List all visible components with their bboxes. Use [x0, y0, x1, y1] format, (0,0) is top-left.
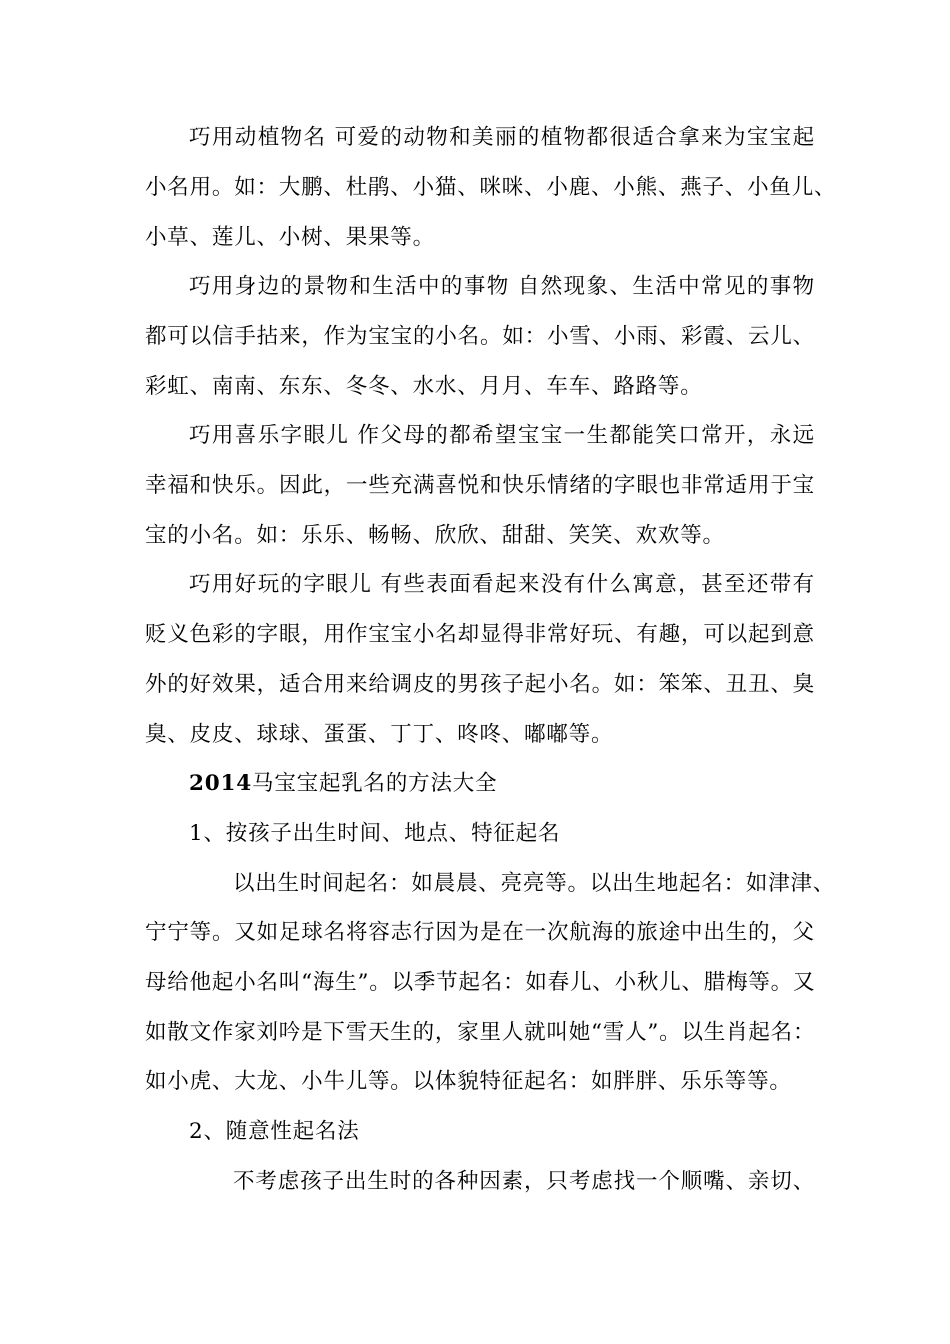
- paragraph-2-line-1: 巧用身边的景物和生活中的事物 自然现象、生活中常见的事物: [189, 274, 815, 299]
- paragraph-2-line-3: 彩虹、南南、东东、冬冬、水水、月月、车车、路路等。: [145, 374, 703, 399]
- heading-text: 马宝宝起乳名的方法大全: [252, 771, 498, 796]
- paragraph-4-line-1: 巧用好玩的字眼儿 有些表面看起来没有什么寓意，甚至还带有: [189, 572, 815, 597]
- paragraph-5-line-5: 如小虎、大龙、小牛儿等。以体貌特征起名：如胖胖、乐乐等等。: [145, 1069, 792, 1094]
- paragraph-5-line-2: 宁宁等。又如足球名将容志行因为是在一次航海的旅途中出生的，父: [145, 920, 815, 945]
- paragraph-1-line-2: 小名用。如：大鹏、杜鹃、小猫、咪咪、小鹿、小熊、燕子、小鱼儿、: [145, 175, 837, 200]
- paragraph-6-line-1: 不考虑孩子出生时的各种因素，只考虑找一个顺嘴、亲切、: [233, 1169, 815, 1194]
- paragraph-1-line-3: 小草、莲儿、小树、果果等。: [145, 225, 435, 250]
- section-heading: [189, 769, 815, 799]
- paragraph-4-line-4: 臭、皮皮、球球、蛋蛋、丁丁、咚咚、嘟嘟等。: [145, 722, 614, 747]
- paragraph-2-line-2: 都可以信手拈来，作为宝宝的小名。如：小雪、小雨、彩霞、云儿、: [145, 324, 815, 349]
- paragraph-5-line-3: 母给他起小名叫“海生”。以季节起名：如春儿、小秋儿、腊梅等。又: [145, 970, 816, 995]
- paragraph-3-line-3: 宝的小名。如：乐乐、畅畅、欣欣、甜甜、笑笑、欢欢等。: [145, 523, 725, 548]
- list-item-2-heading: 2、随意性起名法: [189, 1119, 360, 1144]
- list-item-1-heading: 1、按孩子出生时间、地点、特征起名: [189, 821, 561, 846]
- paragraph-4-line-3: 外的好效果，适合用来给调皮的男孩子起小名。如：笨笨、丑丑、臭: [145, 672, 815, 697]
- paragraph-5-line-4: 如散文作家刘吟是下雪天生的，家里人就叫她“雪人”。以生肖起名：: [145, 1020, 816, 1045]
- heading-year: 2014: [189, 771, 253, 796]
- paragraph-3-line-2: 幸福和快乐。因此，一些充满喜悦和快乐情绪的字眼也非常适用于宝: [145, 473, 815, 498]
- paragraph-5-line-1: 以出生时间起名：如晨晨、亮亮等。以出生地起名：如津津、: [233, 871, 836, 896]
- paragraph-4-line-2: 贬义色彩的字眼，用作宝宝小名却显得非常好玩、有趣，可以起到意: [145, 622, 815, 647]
- paragraph-3-line-1: 巧用喜乐字眼儿 作父母的都希望宝宝一生都能笑口常开，永远: [189, 423, 815, 448]
- paragraph-1-line-1: 巧用动植物名 可爱的动物和美丽的植物都很适合拿来为宝宝起: [189, 125, 815, 150]
